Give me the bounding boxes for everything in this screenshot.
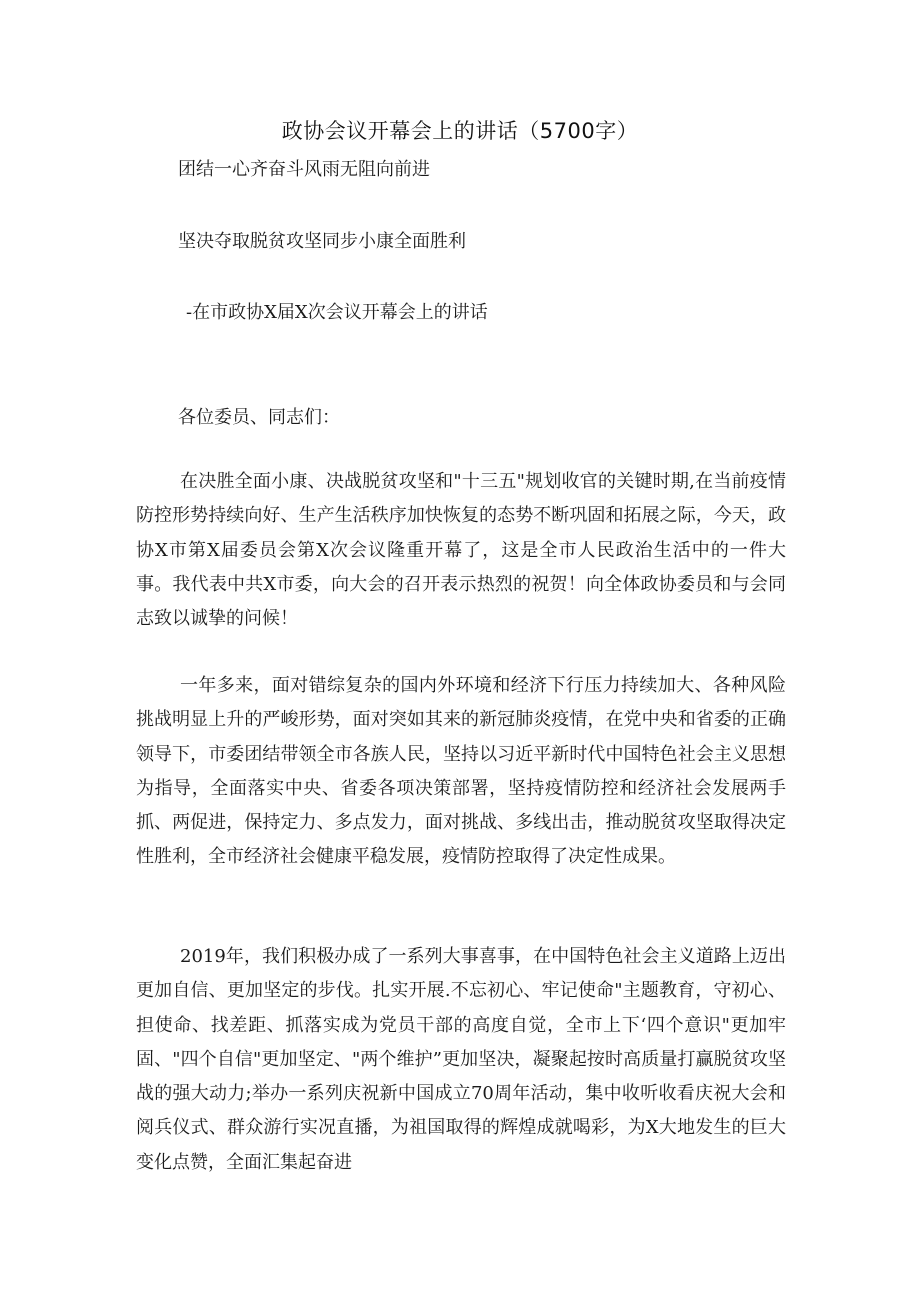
body-paragraph-2: 一年多来，面对错综复杂的国内外环境和经济下行压力持续加大、各种风险挑战明显上升的严峻形势，面对突如其来的新冠肺炎疫情，在党中央和省委的正确领导下，市委团结带领全市各族人民，坚持以习近平新时代中国特色社会主义思想为指导，全面落实中央、省委各项决策部署，坚持疫情防控和经济社会发展两手抓、两促进，保持定力、多点发力，面对挑战、多线出击，推动脱贫攻坚取得决定性胜利，全市经济社会健康平稳发展，疫情防控取得了决定性成果。 [136, 675, 786, 868]
document-title: 政协会议开幕会上的讲话（5700字） [281, 119, 639, 143]
body-paragraph-3: 2019年，我们积极办成了一系列大事喜事，在中国特色社会主义道路上迈出更加自信、更加坚定的步伐。扎实开展.不忘初心、牢记使命"主题教育，守初心、担使命、找差距、抓落实成为党员干部的高度自觉，全市上下‘四个意识"更加牢固、"四个自信"更加坚定、"两个维护”更加坚决，凝聚起按时高质量打赢脱贫攻坚战的强大动力;举办一系列庆祝新中国成立70周年活动，集中收听收看庆祝大会和阅兵仪式、群众游行实况直播，为祖国取得的辉煌成就喝彩，为X大地发生的巨大变化点赞，全面汇集起奋进 [136, 946, 786, 1173]
salutation: 各位委员、同志们： [178, 407, 340, 428]
subtitle-line-1: 团结一心齐奋斗风雨无阻向前进 [178, 159, 430, 180]
subtitle-line-2: 坚决夺取脱贫攻坚同步小康全面胜利 [178, 231, 466, 252]
body-paragraph-1: 在决胜全面小康、决战脱贫攻坚和"十三五"规划收官的关键时期,在当前疫情防控形势持续向好、生产生活秩序加快恢复的态势不断巩固和拓展之际，今天，政协X市第X届委员会第X次会议隆重开幕了，这是全市人民政治生活中的一件大事。我代表中共X市委，向大会的召开表示热烈的祝贺！向全体政协委员和与会同志致以诚挚的问候！ [136, 471, 786, 630]
subtitle-line-3: -在市政协X届X次会议开幕会上的讲话 [186, 302, 488, 323]
